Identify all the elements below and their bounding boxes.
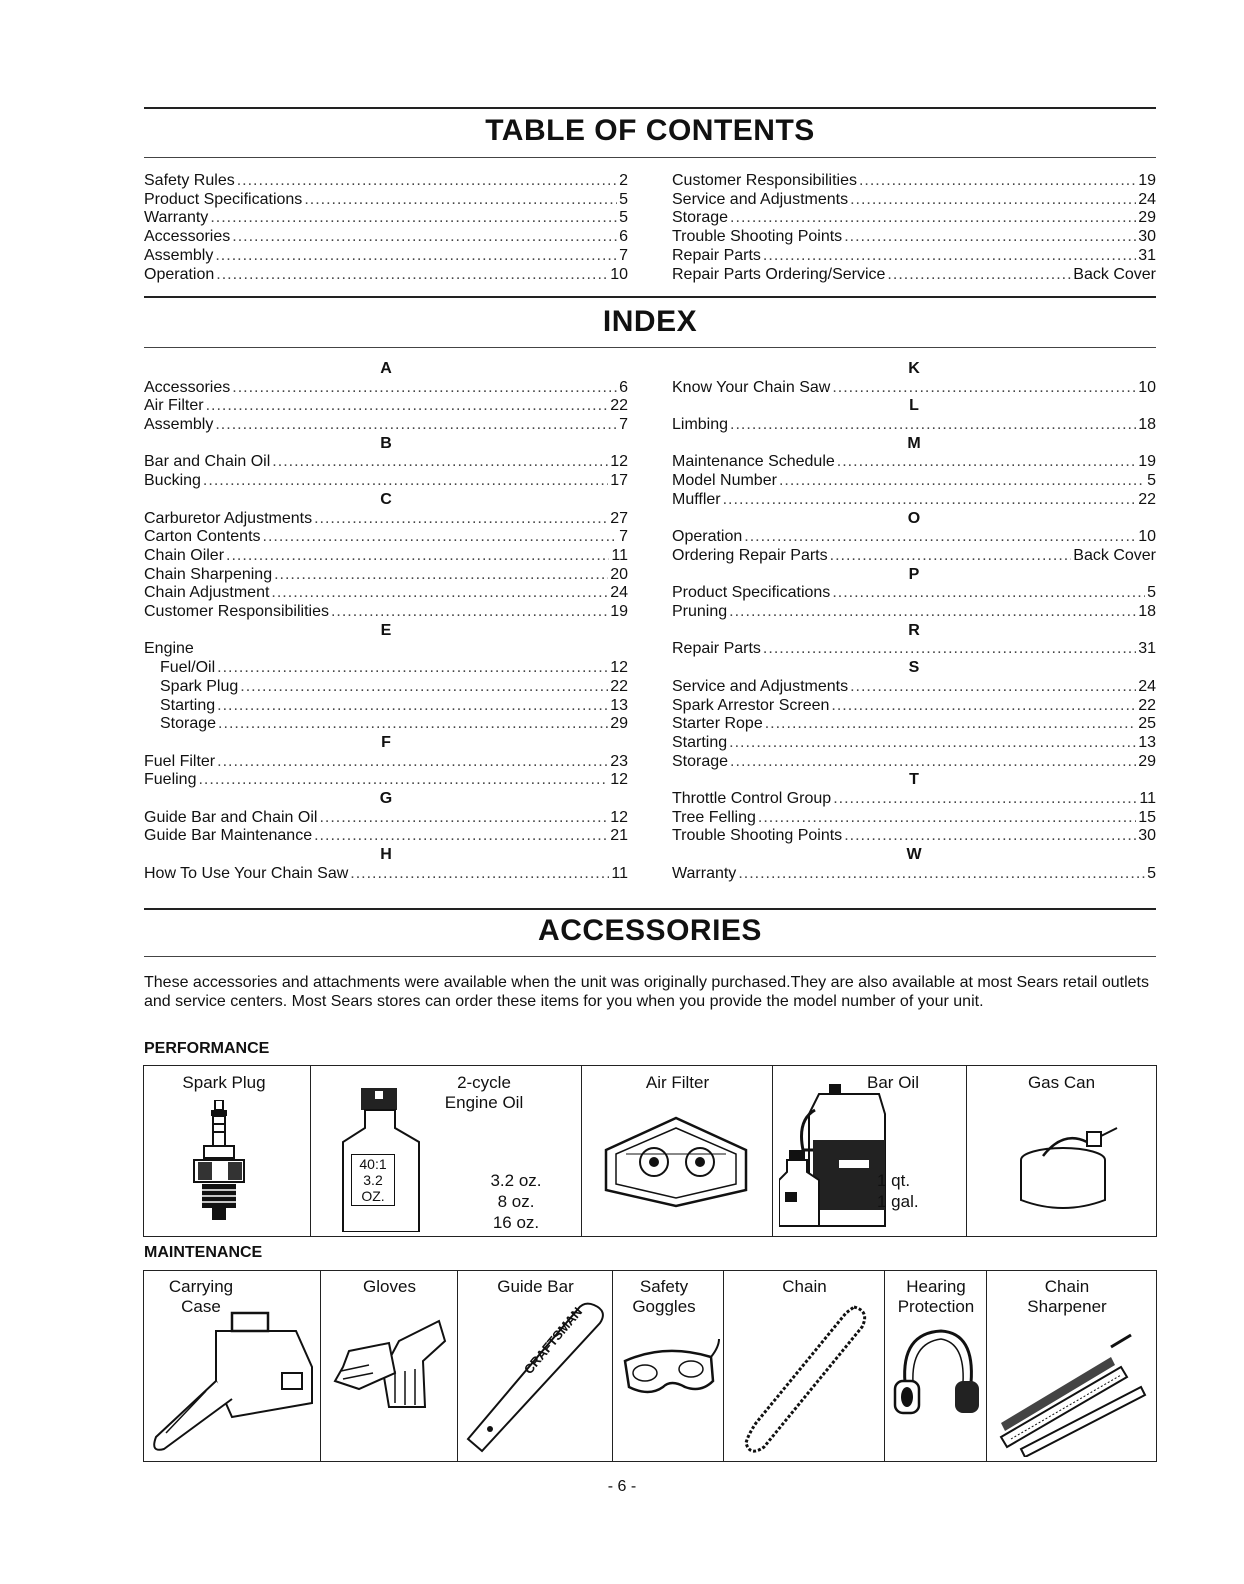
accessories-top-rule	[144, 908, 1156, 910]
entry-label: Starter Rope	[672, 715, 763, 733]
entry-label: Spark Plug	[160, 677, 239, 695]
bar-oil-icon	[779, 1080, 889, 1230]
bar-oil-sizes	[877, 1170, 937, 1212]
entry-label: Warranty	[144, 209, 209, 227]
spark-plug-icon	[184, 1100, 254, 1230]
index-letter: E	[380, 621, 392, 639]
entry-label: Safety Rules	[144, 172, 235, 189]
entry-row	[144, 379, 628, 398]
dot-leader	[215, 416, 617, 435]
entry-row	[672, 678, 1156, 697]
accessory-name: Bar Oil	[867, 1073, 919, 1092]
index-letter: K	[908, 360, 920, 377]
entry-page: 31	[1138, 640, 1156, 658]
entry-row	[672, 209, 1156, 228]
entry-label: Bucking	[144, 472, 201, 490]
index-letter: H	[380, 846, 392, 864]
entry-page: 17	[610, 472, 628, 490]
accessory-name: Spark Plug	[182, 1073, 266, 1092]
dot-leader	[217, 697, 608, 716]
entry-page: 5	[1147, 864, 1156, 882]
entry-row	[144, 397, 628, 416]
accessory-name: Gas Can	[1027, 1073, 1096, 1092]
accessory-name: Chain Sharpener	[1027, 1277, 1107, 1316]
dot-leader	[217, 753, 608, 772]
entry-label: Chain Sharpening	[144, 565, 273, 583]
page-number: - 6 -	[607, 1478, 637, 1495]
dot-leader	[350, 865, 609, 884]
entry-row	[144, 472, 628, 491]
dot-leader	[203, 472, 608, 491]
entry-page: 15	[1138, 808, 1156, 826]
index-title: INDEX	[602, 305, 698, 338]
accessory-chain-sharpener	[987, 1271, 1156, 1461]
entry-row	[144, 753, 628, 772]
entry-page: 19	[1138, 172, 1156, 189]
hearing-protection-icon	[891, 1323, 981, 1423]
entry-row	[144, 771, 628, 790]
accessory-name: 2-cycle Engine Oil	[444, 1073, 524, 1112]
entry-row	[672, 640, 1156, 659]
entry-page: 10	[1138, 528, 1156, 546]
entry-page: 7	[619, 246, 628, 264]
oil-sizes	[481, 1170, 551, 1233]
entry-page: 22	[1138, 490, 1156, 508]
entry-page: 2	[619, 172, 628, 189]
entry-label: Accessories	[144, 228, 231, 246]
entry-page: 22	[610, 677, 628, 695]
dot-leader	[210, 209, 617, 228]
index-letter: S	[908, 659, 920, 677]
accessory-bar-oil	[773, 1066, 967, 1236]
accessory-name: Guide Bar	[497, 1277, 574, 1296]
entry-label: Guide Bar and Chain Oil	[144, 808, 318, 826]
entry-row	[144, 453, 628, 472]
dot-leader	[763, 247, 1136, 266]
accessory-spark-plug	[144, 1066, 311, 1236]
entry-label: Accessories	[144, 378, 231, 396]
dot-leader	[763, 640, 1136, 659]
entry-page: 12	[610, 453, 628, 471]
toc-under-rule	[144, 157, 1156, 158]
accessory-air-filter	[582, 1066, 773, 1236]
dot-leader	[830, 547, 1072, 566]
entry-label: Storage	[160, 715, 217, 733]
entry-label: Product Specifications	[144, 190, 303, 208]
entry-label: Air Filter	[144, 397, 204, 415]
dot-leader	[859, 172, 1136, 191]
entry-row	[672, 528, 1156, 547]
dot-leader	[218, 715, 608, 734]
guide-bar-icon	[460, 1297, 610, 1457]
entry-row	[672, 603, 1156, 622]
entry-row	[672, 715, 1156, 734]
index-letter: B	[380, 434, 392, 452]
dot-leader	[304, 191, 617, 210]
entry-row	[672, 379, 1156, 398]
entry-page: 30	[1138, 827, 1156, 845]
dot-leader	[844, 228, 1136, 247]
dot-leader	[240, 678, 608, 697]
dot-leader	[272, 453, 608, 472]
accessory-name: Safety Goggles	[632, 1277, 696, 1316]
entry-row	[144, 416, 628, 435]
entry-page: 5	[1147, 584, 1156, 602]
entry-page: 5	[619, 190, 628, 208]
entry-label: Trouble Shooting Points	[672, 827, 843, 845]
accessory-carrying-case	[144, 1271, 321, 1461]
accessory-gas-can	[967, 1066, 1156, 1236]
dot-leader	[831, 697, 1136, 716]
entry-row	[144, 827, 628, 846]
index-left-column	[144, 360, 628, 884]
accessories-intro: These accessories and attachments were available when the unit was originally purchased.They are also available at most Sears retail outlets and service centers. Most Sears stores can order these items for you when you provide the model number of your unit.	[144, 974, 1149, 1010]
entry-row	[144, 247, 628, 266]
accessories-under-rule	[144, 956, 1156, 957]
entry-label: Storage	[672, 752, 729, 770]
index-letter: G	[379, 790, 393, 808]
dot-leader	[232, 379, 617, 398]
entry-row	[144, 678, 628, 697]
index-under-rule	[144, 347, 1156, 348]
entry-label: Chain Oiler	[144, 546, 225, 564]
dot-leader	[730, 416, 1136, 435]
accessory-engine-oil	[311, 1066, 582, 1236]
size-option: 1 qt.	[877, 1171, 911, 1190]
entry-row	[672, 790, 1156, 809]
performance-grid	[143, 1065, 1157, 1237]
entry-row	[672, 453, 1156, 472]
entry-label: Product Specifications	[672, 584, 831, 602]
toc-title: TABLE OF CONTENTS	[485, 114, 815, 147]
safety-goggles-icon	[615, 1337, 721, 1417]
entry-row	[672, 584, 1156, 603]
entry-row	[672, 491, 1156, 510]
dot-leader	[723, 491, 1137, 510]
entry-page: 11	[611, 864, 628, 882]
toc-top-rule	[144, 107, 1156, 109]
dot-leader	[758, 809, 1136, 828]
entry-page: 5	[1147, 472, 1156, 490]
index-letter: P	[908, 565, 920, 583]
accessory-name: Chain	[782, 1277, 827, 1296]
entry-label: Starting	[160, 696, 216, 714]
dot-leader	[832, 379, 1136, 398]
dot-leader	[206, 397, 609, 416]
entry-label: Bar and Chain Oil	[144, 453, 271, 471]
entry-row	[672, 547, 1156, 566]
entry-row	[672, 734, 1156, 753]
entry-row	[672, 697, 1156, 716]
performance-label: PERFORMANCE	[144, 1040, 270, 1057]
entry-row	[672, 472, 1156, 491]
entry-label: Pruning	[672, 603, 728, 621]
entry-label: Service and Adjustments	[672, 677, 849, 695]
entry-row	[144, 640, 628, 659]
entry-label: Assembly	[144, 246, 214, 264]
entry-page: 29	[610, 715, 628, 733]
dot-leader	[738, 865, 1145, 884]
entry-page: 19	[1138, 453, 1156, 471]
accessory-name: Hearing Protection	[897, 1277, 975, 1316]
entry-page: 25	[1138, 715, 1156, 733]
dot-leader	[237, 172, 617, 191]
toc-right-column	[672, 172, 1156, 284]
entry-page: 11	[611, 546, 628, 564]
entry-page: 7	[619, 416, 628, 434]
accessory-gloves	[321, 1271, 458, 1461]
entry-label: How To Use Your Chain Saw	[144, 864, 349, 882]
entry-page: 29	[1138, 209, 1156, 227]
dot-leader	[765, 715, 1136, 734]
size-option: 1 gal.	[877, 1192, 919, 1211]
entry-label: Repair Parts	[672, 640, 761, 658]
entry-page: Back Cover	[1073, 265, 1156, 283]
toc-left-column	[144, 172, 628, 284]
gas-can-icon	[1013, 1122, 1123, 1212]
entry-label: Muffler	[672, 490, 721, 508]
index-letter: T	[909, 771, 919, 789]
entry-label: Spark Arrestor Screen	[672, 696, 830, 714]
entry-page: 22	[1138, 696, 1156, 714]
entry-label: Maintenance Schedule	[672, 453, 835, 471]
index-top-rule	[144, 296, 1156, 298]
entry-label: Guide Bar Maintenance	[144, 827, 313, 845]
entry-page: 10	[610, 265, 628, 283]
maintenance-grid	[143, 1270, 1157, 1462]
entry-row	[144, 659, 628, 678]
entry-row	[144, 603, 628, 622]
carrying-case-icon	[146, 1307, 316, 1457]
index-letter: R	[908, 621, 920, 639]
entry-page: 6	[619, 378, 628, 396]
dot-leader	[837, 453, 1136, 472]
dot-leader	[232, 228, 617, 247]
size-option: 16 oz.	[492, 1213, 540, 1232]
entry-row	[144, 209, 628, 228]
entry-label: Assembly	[144, 416, 214, 434]
entry-label: Service and Adjustments	[672, 190, 849, 208]
dot-leader	[730, 753, 1136, 772]
entry-row	[672, 266, 1156, 285]
entry-page: 13	[1138, 733, 1156, 751]
dot-leader	[331, 603, 608, 622]
entry-row	[672, 827, 1156, 846]
gloves-icon	[329, 1311, 449, 1411]
chain-sharpener-icon	[991, 1327, 1151, 1457]
entry-page: 18	[1138, 603, 1156, 621]
entry-label: Operation	[672, 528, 743, 546]
entry-label: Engine	[144, 640, 194, 658]
entry-label: Trouble Shooting Points	[672, 228, 843, 246]
entry-label: Operation	[144, 265, 215, 283]
entry-row	[144, 566, 628, 585]
entry-label: Fuel Filter	[144, 752, 216, 770]
entry-row	[144, 228, 628, 247]
entry-page: 20	[610, 565, 628, 583]
entry-label: Repair Parts	[672, 246, 761, 264]
entry-row	[144, 528, 628, 547]
index-letter: M	[907, 434, 921, 452]
entry-row	[144, 697, 628, 716]
entry-row	[672, 416, 1156, 435]
entry-row	[144, 584, 628, 603]
entry-label: Throttle Control Group	[672, 790, 832, 808]
entry-label: Carburetor Adjustments	[144, 509, 313, 527]
dot-leader	[729, 603, 1136, 622]
entry-page: 24	[1138, 677, 1156, 695]
entry-page: 11	[1139, 790, 1156, 808]
accessory-name: Air Filter	[645, 1073, 710, 1092]
accessory-chain	[724, 1271, 885, 1461]
dot-leader	[850, 678, 1136, 697]
dot-leader	[319, 809, 608, 828]
entry-row	[144, 809, 628, 828]
entry-page: 6	[619, 228, 628, 246]
entry-page: 12	[610, 808, 628, 826]
dot-leader	[314, 510, 608, 529]
index-letter: L	[909, 397, 919, 415]
dot-leader	[215, 247, 617, 266]
entry-row	[144, 191, 628, 210]
dot-leader	[314, 827, 608, 846]
entry-row	[672, 809, 1156, 828]
dot-leader	[844, 827, 1136, 846]
index-letter: W	[906, 846, 922, 864]
entry-label: Customer Responsibilities	[144, 603, 329, 621]
entry-label: Repair Parts Ordering/Service	[672, 265, 886, 283]
entry-row	[672, 753, 1156, 772]
entry-label: Know Your Chain Saw	[672, 378, 831, 396]
dot-leader	[263, 528, 618, 547]
entry-label: Ordering Repair Parts	[672, 546, 828, 564]
entry-page: 24	[1138, 190, 1156, 208]
entry-label: Model Number	[672, 472, 777, 490]
entry-page: 12	[610, 659, 628, 677]
entry-label: Fuel/Oil	[160, 659, 216, 677]
entry-page: 23	[610, 752, 628, 770]
entry-page: 22	[610, 397, 628, 415]
entry-page: 19	[610, 603, 628, 621]
entry-row	[144, 266, 628, 285]
index-letter: O	[907, 509, 921, 527]
entry-row	[672, 172, 1156, 191]
entry-page: Back Cover	[1073, 546, 1156, 564]
air-filter-icon	[596, 1110, 756, 1210]
guide-bar-brand: CRAFTSMAN	[520, 1304, 586, 1377]
maintenance-label: MAINTENANCE	[144, 1244, 263, 1261]
index-right-column	[672, 360, 1156, 884]
chain-icon	[734, 1297, 874, 1457]
entry-label: Tree Felling	[672, 808, 756, 826]
entry-page: 10	[1138, 378, 1156, 396]
dot-leader	[729, 734, 1136, 753]
entry-page: 21	[610, 827, 628, 845]
entry-page: 12	[610, 771, 628, 789]
index-letter: C	[380, 490, 392, 508]
oil-bottle-label: 40:1 3.2 OZ.	[351, 1154, 395, 1206]
dot-leader	[216, 266, 608, 285]
dot-leader	[850, 191, 1136, 210]
entry-page: 31	[1138, 246, 1156, 264]
dot-leader	[271, 584, 608, 603]
accessories-title: ACCESSORIES	[538, 914, 762, 947]
accessory-name: Gloves	[363, 1277, 416, 1296]
dot-leader	[198, 771, 608, 790]
accessory-guide-bar	[458, 1271, 613, 1461]
dot-leader	[833, 790, 1137, 809]
entry-label: Carton Contents	[144, 528, 261, 546]
entry-row	[144, 510, 628, 529]
size-option: 3.2 oz.	[490, 1171, 542, 1190]
size-option: 8 oz.	[497, 1192, 535, 1211]
index-letter: F	[381, 734, 391, 751]
entry-row	[672, 865, 1156, 884]
index-letter: A	[380, 360, 392, 377]
dot-leader	[779, 472, 1145, 491]
entry-row	[144, 715, 628, 734]
entry-page: 30	[1138, 228, 1156, 246]
accessory-hearing-protection	[885, 1271, 987, 1461]
entry-row	[144, 865, 628, 884]
entry-label: Fueling	[144, 771, 197, 789]
entry-row	[144, 547, 628, 566]
entry-row	[672, 191, 1156, 210]
entry-page: 24	[610, 584, 628, 602]
entry-page: 7	[619, 528, 628, 546]
dot-leader	[217, 659, 608, 678]
dot-leader	[274, 566, 608, 585]
entry-row	[144, 172, 628, 191]
entry-page: 13	[610, 696, 628, 714]
dot-leader	[832, 584, 1145, 603]
entry-row	[672, 247, 1156, 266]
entry-page: 5	[619, 209, 628, 227]
entry-label: Starting	[672, 733, 728, 751]
dot-leader	[226, 547, 609, 566]
entry-label: Chain Adjustment	[144, 584, 270, 602]
accessory-safety-goggles	[613, 1271, 724, 1461]
dot-leader	[744, 528, 1136, 547]
accessory-name: Carrying Case	[168, 1277, 234, 1316]
dot-leader	[887, 266, 1071, 285]
entry-page: 29	[1138, 752, 1156, 770]
entry-label: Customer Responsibilities	[672, 172, 857, 189]
entry-label: Limbing	[672, 416, 729, 434]
dot-leader	[730, 209, 1136, 228]
entry-page: 27	[610, 509, 628, 527]
entry-page: 18	[1138, 416, 1156, 434]
entry-label: Warranty	[672, 864, 737, 882]
entry-row	[672, 228, 1156, 247]
entry-label: Storage	[672, 209, 729, 227]
